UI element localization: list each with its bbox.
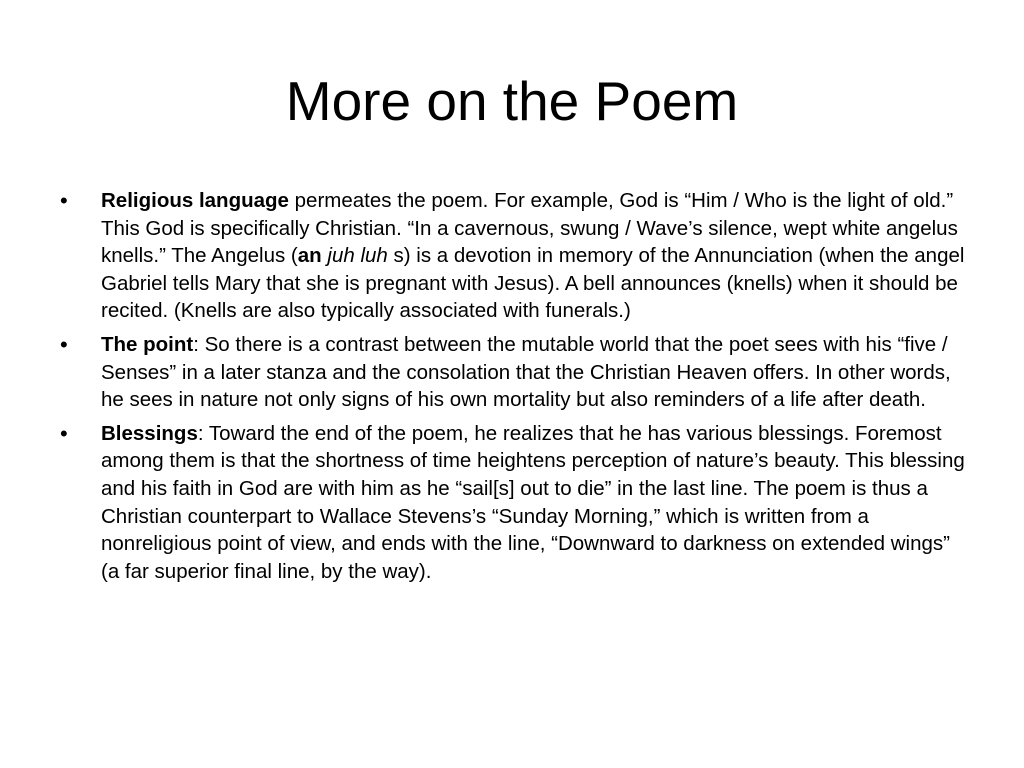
- bullet-text: : Toward the end of the poem, he realizes that he has various blessings. Foremost among them is that the shortness of time heightens perception of nature’s beauty. This blessing and his faith in God are with him as he “sail[s] out to die” in the last line. The poem is thus a Christian counterpart to Wallace Stevens’s “Sunday Morning,” which is written from a nonreligious point of view, and ends with the line, “Downward to darkness on extended wings” (a far superior final line, by the way).: [101, 421, 965, 583]
- bullet-blessings: [60, 420, 970, 586]
- bullet-text-continued: s) is a devotion in memory of the Annunciation (when the angel Gabriel tells Mary that she is pregnant with Jesus). A bell announces (knells) when it should be recited. (Knells are also typically associated with funerals.): [101, 244, 965, 323]
- bullet-list: [60, 187, 970, 591]
- bullet-text: permeates the poem. For example, God is “Him / Who is the light of old.” This God is specifically Christian. “In a cavernous, swung / Wave’s silence, wept white angelus knells.” The Angelus (: [101, 189, 958, 268]
- pronunciation-italic: juh luh: [327, 244, 388, 268]
- bullet-icon: •: [60, 331, 68, 357]
- bullet-heading: Blessings: [101, 421, 198, 445]
- slide-title: More on the Poem: [285, 70, 739, 132]
- bullet-text: : So there is a contrast between the mutable world that the poet sees with his “five / Senses” in a later stanza and the consolation that the Christian Heaven offers. In other words, he sees in nature not only signs of his own mortality but also reminders of a life after death.: [101, 332, 951, 412]
- bullet-heading: The point: [101, 332, 194, 356]
- bullet-religious-language: [60, 187, 970, 325]
- bullet-heading: Religious language: [101, 189, 289, 212]
- bullet-icon: •: [60, 420, 68, 446]
- bullet-icon: •: [60, 188, 68, 213]
- pronunciation-stressed: an: [297, 244, 322, 268]
- bullet-the-point: [60, 331, 970, 414]
